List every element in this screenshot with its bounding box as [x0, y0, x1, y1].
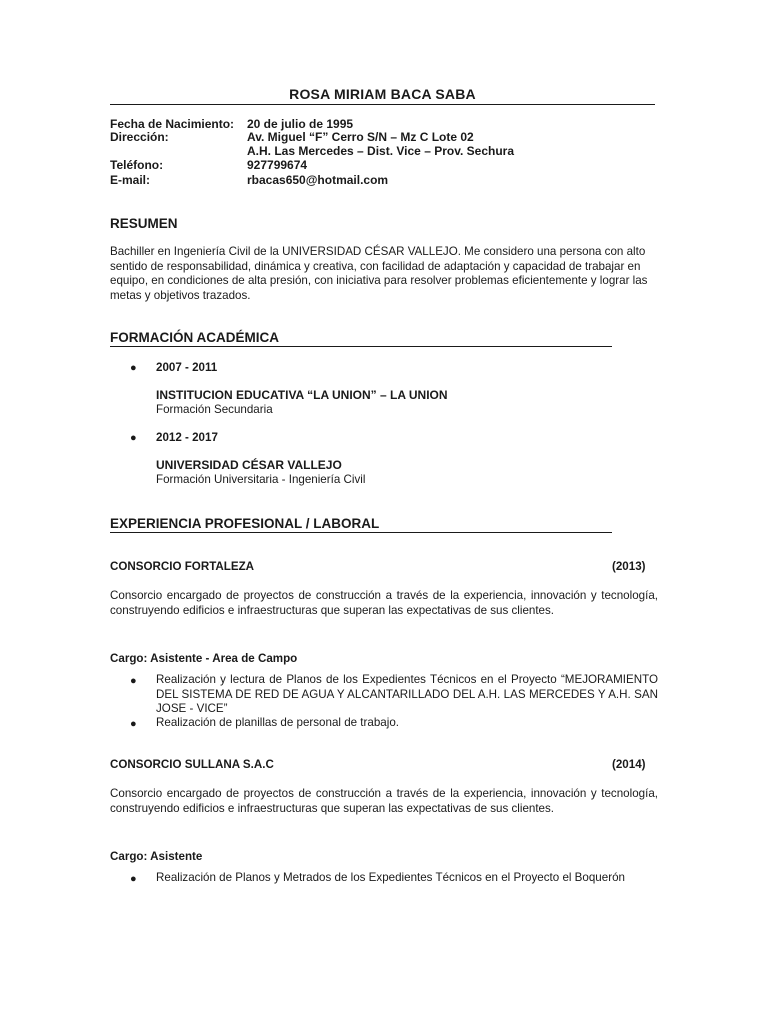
- job-task: Realización de Planos y Metrados de los Expedientes Técnicos en el Proyecto el Boquerón: [156, 871, 625, 884]
- company-name: CONSORCIO FORTALEZA: [110, 560, 255, 573]
- summary-text: Bachiller en Ingeniería Civil de la UNIVERSIDAD CÉSAR VALLEJO. Me considero una persona con alto sentido de responsabilidad, dinámica y creativa, con facilidad de adaptación y capacidad de trabajar en equipo, en condiciones de alta presión, con iniciativa para resolver problemas eficientemente y lograr las metas y objetivos trazados.: [110, 245, 648, 302]
- phone-label: Teléfono:: [110, 158, 164, 172]
- job-year: (2014): [612, 758, 646, 771]
- education-institution: UNIVERSIDAD CÉSAR VALLEJO: [156, 458, 342, 472]
- job-task: Realización y lectura de Planos de los Expedientes Técnicos en el Proyecto “MEJORAMIENTO DEL SISTEMA DE RED DE AGUA Y ALCANTARILLADO DEL A.H. LAS MERCEDES Y A.H. SAN JOSE - VICE”: [156, 673, 658, 715]
- email-label: E-mail:: [110, 173, 151, 187]
- birth-label: Fecha de Nacimiento:: [110, 117, 235, 131]
- education-detail: Formación Universitaria - Ingeniería Civil: [156, 473, 366, 486]
- bullet-icon: ●: [130, 362, 137, 374]
- education-institution: INSTITUCION EDUCATIVA “LA UNION” – LA UNION: [156, 388, 448, 402]
- experience-rule: [110, 532, 612, 533]
- education-title: FORMACIÓN ACADÉMICA: [110, 330, 279, 345]
- address-line-1: Av. Miguel “F” Cerro S/N – Mz C Lote 02: [247, 130, 474, 144]
- company-description: Consorcio encargado de proyectos de construcción a través de la experiencia, innovación y tecnología, construyendo edificios e infraestructuras que superan las expectativas de sus clientes.: [110, 787, 658, 815]
- resume-name: ROSA MIRIAM BACA SABA: [289, 86, 476, 102]
- bullet-icon: ●: [130, 432, 137, 444]
- email-value: rbacas650@hotmail.com: [247, 173, 389, 187]
- education-detail: Formación Secundaria: [156, 403, 273, 416]
- address-line-2: A.H. Las Mercedes – Dist. Vice – Prov. Sechura: [247, 144, 515, 158]
- job-year: (2013): [612, 560, 646, 573]
- phone-value: 927799674: [247, 158, 308, 172]
- address-label: Dirección:: [110, 130, 169, 144]
- bullet-icon: ●: [130, 675, 137, 687]
- job-role: Cargo: Asistente - Area de Campo: [110, 652, 298, 665]
- job-task: Realización de planillas de personal de trabajo.: [156, 716, 399, 729]
- bullet-icon: ●: [130, 873, 137, 885]
- bullet-icon: ●: [130, 718, 137, 730]
- education-years: 2012 - 2017: [156, 431, 218, 444]
- company-description: Consorcio encargado de proyectos de construcción a través de la experiencia, innovación y tecnología, construyendo edificios e infraestructuras que superan las expectativas de sus clientes.: [110, 589, 658, 617]
- summary-title: RESUMEN: [110, 216, 178, 231]
- birth-value: 20 de julio de 1995: [247, 117, 354, 131]
- education-rule: [110, 346, 612, 347]
- company-name: CONSORCIO SULLANA S.A.C: [110, 758, 274, 771]
- education-years: 2007 - 2011: [156, 361, 218, 374]
- experience-title: EXPERIENCIA PROFESIONAL / LABORAL: [110, 516, 380, 531]
- header-rule: [110, 104, 655, 105]
- job-role: Cargo: Asistente: [110, 850, 203, 863]
